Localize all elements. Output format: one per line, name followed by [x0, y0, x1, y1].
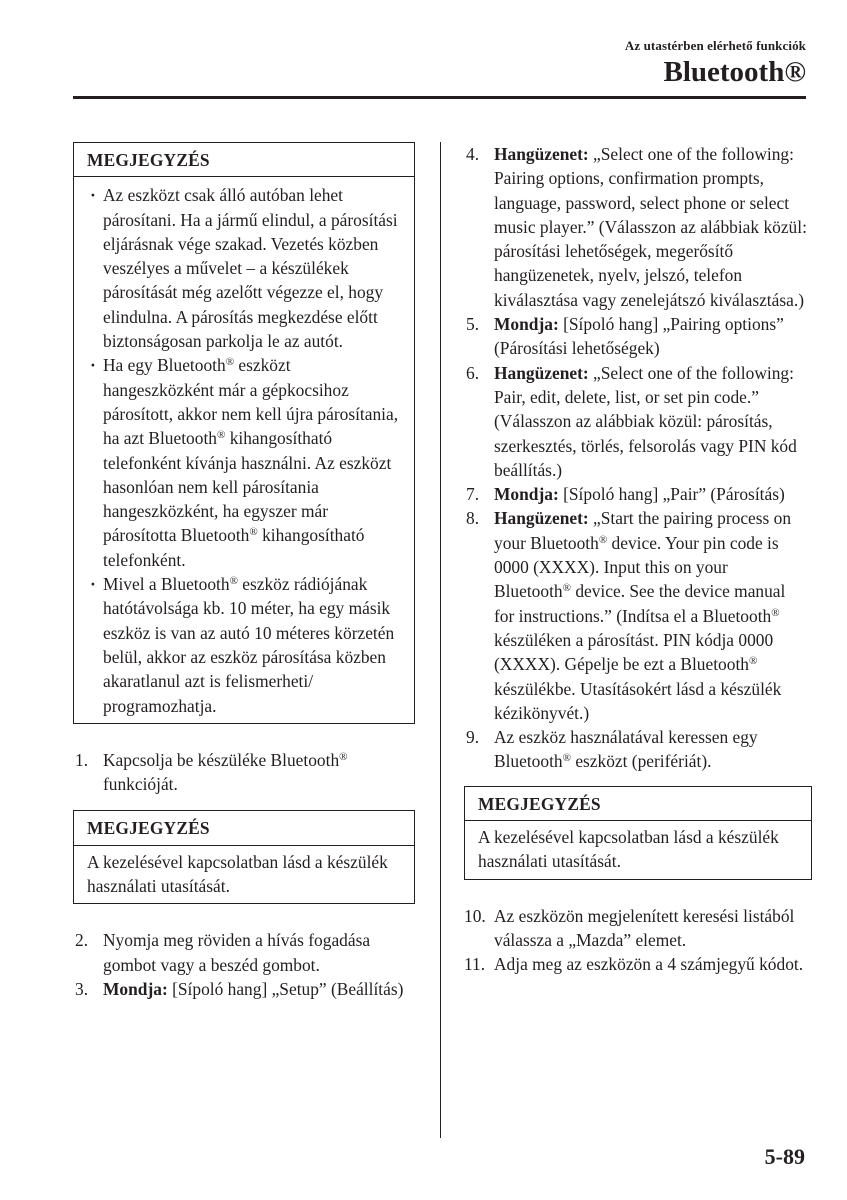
step-text: „Start the pairing process on your Bluetooth® device. Your pin code is 0000 (XXXX). Input this on your Bluetooth® device. See the device manual for instructions.” (Indítsa el a Bluetooth® készüléken a párosítást. PIN kódja 0000 (XXXX). Gépelje be ezt a Bluetooth® készülékbe. Utasításokért lásd a készülék kézikönyvét.)	[494, 508, 792, 723]
registered-mark: ®	[562, 752, 571, 765]
step-item	[464, 904, 808, 953]
bullet-dot-icon: ·	[90, 574, 96, 595]
step-label: Mondja:	[494, 484, 559, 505]
page-title	[663, 54, 806, 90]
bullet-dot-icon: ·	[90, 355, 96, 376]
step-text: [Sípoló hang] „Pairing options” (Párosítási lehetőségek)	[494, 314, 784, 359]
step-text: [Sípoló hang] „Pair” (Párosítás)	[558, 484, 785, 505]
note-bullet-text: Az eszközt csak álló autóban lehet párosítani. Ha a jármű elindul, a párosítási eljárásnak vége szakad. Vezetés közben veszélyes a művelet – a készülékek párosítását még azelőtt végezze el, hogy elindulna. A párosítás megkezdése előtt biztonságosan parkolja le az autót.	[103, 185, 398, 352]
step-label: Mondja:	[103, 978, 168, 999]
registered-mark: ®	[784, 56, 806, 88]
step-list	[73, 748, 415, 797]
note-bullet	[87, 572, 402, 718]
note-box	[73, 810, 415, 904]
step-number: 11.	[464, 954, 486, 975]
step-text: Kapcsolja be készüléke Bluetooth® funkcióját.	[103, 749, 348, 795]
page-number: 5-89	[764, 1144, 805, 1169]
note-body	[74, 177, 414, 723]
registered-mark: ®	[225, 356, 235, 369]
bullet-dot-icon: ·	[90, 185, 96, 206]
step-text: „Select one of the following: Pairing options, confirmation prompts, language, password, select phone or select music player.” (Válasszon az alábbiak közül: párosítási lehetőségek, megerősítő hangüzenetek, nyelv, jelszó, telefon kiválasztása vagy zenelejátszó kiválasztása.)	[494, 144, 807, 310]
note-title: MEGJEGYZÉS	[465, 787, 811, 821]
step-item	[464, 725, 808, 774]
step-list	[464, 904, 808, 977]
step-item	[73, 928, 415, 977]
note-title: MEGJEGYZÉS	[74, 811, 414, 845]
step-item	[464, 142, 808, 312]
step-list	[73, 928, 415, 1001]
step-text: Az eszköz használatával keressen egy Bluetooth® eszközt (perifériát).	[494, 727, 758, 772]
registered-mark: ®	[598, 533, 608, 546]
step-item	[464, 361, 808, 482]
step-text: Nyomja meg röviden a hívás fogadása gombot vagy a beszéd gombot.	[103, 930, 371, 975]
step-text: „Select one of the following: Pair, edit, delete, list, or set pin code.” (Válasszon az alábbiak közül: párosítás, szerkesztés, törlés, felsorolás vagy PIN kód beállítás.)	[494, 362, 797, 480]
step-text: Az eszközön megjelenített keresési listából válassza a „Mazda” elemet.	[494, 905, 795, 950]
step-item	[464, 506, 808, 725]
column-divider	[440, 142, 441, 1138]
note-bullet-list	[87, 181, 402, 718]
registered-mark: ®	[216, 429, 226, 442]
step-number: 2.	[75, 930, 89, 951]
page-title-text: Bluetooth	[663, 56, 785, 88]
note-bullet	[87, 183, 402, 353]
header-rule	[73, 96, 806, 99]
step-item	[73, 977, 415, 1001]
registered-mark: ®	[748, 655, 758, 668]
step-label: Mondja:	[494, 314, 559, 335]
step-number: 3.	[75, 978, 89, 999]
note-bullet-text: Mivel a Bluetooth® eszköz rádiójának hatótávolsága kb. 10 méter, ha egy másik eszköz is van az autó 10 méteres körzetén belül, akkor az eszköz párosítása közben akaratlanul azt is felismerheti/ programozhatja.	[103, 574, 395, 716]
registered-mark: ®	[249, 526, 258, 539]
step-number: 7.	[466, 484, 480, 505]
step-item	[464, 482, 808, 506]
step-number: 8.	[466, 508, 480, 529]
registered-mark: ®	[339, 750, 348, 763]
note-body: A kezelésével kapcsolatban lásd a készülék használati utasítását.	[87, 851, 388, 897]
step-label: Hangüzenet:	[494, 144, 589, 164]
step-number: 1.	[75, 749, 89, 770]
note-body: A kezelésével kapcsolatban lásd a készülék használati utasítását.	[478, 827, 779, 872]
registered-mark: ®	[562, 582, 571, 595]
registered-mark: ®	[229, 575, 238, 588]
note-bullet	[87, 353, 402, 572]
step-number: 9.	[466, 727, 480, 748]
step-text: [Sípoló hang] „Setup” (Beállítás)	[167, 978, 404, 999]
registered-mark: ®	[771, 606, 780, 619]
step-number: 6.	[466, 362, 480, 383]
step-label: Hangüzenet:	[494, 362, 589, 383]
step-number: 4.	[466, 144, 480, 164]
left-column	[73, 142, 415, 1001]
note-bullet-text: Ha egy Bluetooth® eszközt hangeszközként már a gépkocsihoz párosított, akkor nem kell újra párosítania, ha azt Bluetooth® kihangosítható telefonként kívánja használni. Az eszközt hasonlóan nem kell párosítania hangeszközként, ha egyszer már párosította Bluetooth® kihangosítható telefonként.	[103, 355, 399, 570]
step-text: Adja meg az eszközön a 4 számjegyű kódot.	[494, 954, 804, 975]
step-item	[464, 952, 808, 976]
step-list	[464, 142, 808, 774]
step-item	[464, 312, 808, 361]
step-number: 10.	[464, 905, 486, 926]
right-column	[464, 142, 808, 977]
section-label: Az utastérben elérhető funkciók	[624, 38, 806, 53]
note-title: MEGJEGYZÉS	[74, 143, 414, 177]
step-label: Hangüzenet:	[494, 508, 589, 529]
step-item	[73, 748, 415, 797]
note-box	[464, 786, 812, 880]
note-box	[73, 142, 415, 724]
step-number: 5.	[466, 314, 480, 335]
